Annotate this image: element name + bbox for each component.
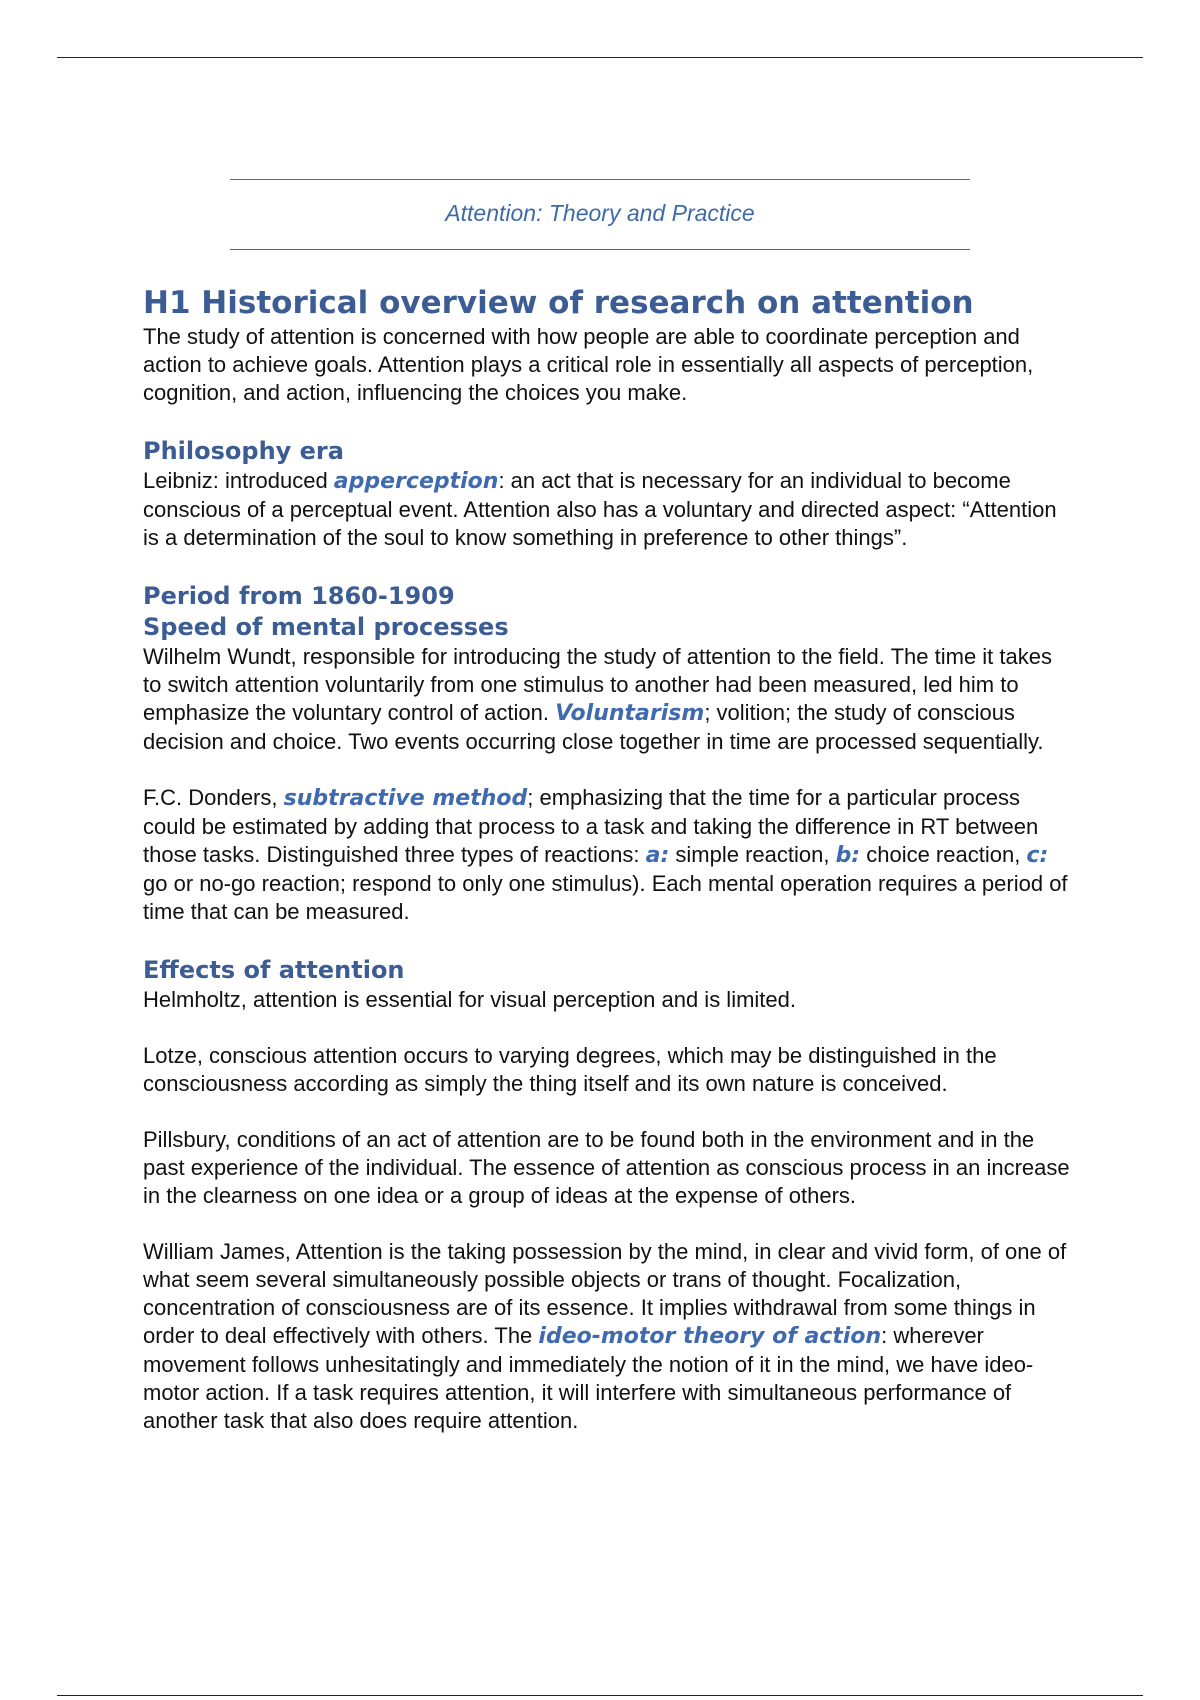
leibniz-text-after: : an act that is necessary for an individual to become conscious of a perceptual event. Attention also has a voluntary and directed aspect: “Attention is a determination of the soul to know something in preference to other things”.: [143, 468, 1057, 550]
label-a: a:: [645, 843, 670, 868]
section-heading-h1: H1 Historical overview of research on attention: [143, 285, 974, 321]
page-top-rule: [57, 57, 1143, 58]
label-b: b:: [835, 843, 861, 868]
document-header-title: Attention: Theory and Practice: [445, 200, 755, 226]
heading-effects-of-attention: Effects of attention: [143, 956, 405, 984]
heading-philosophy-era: Philosophy era: [143, 437, 344, 465]
intro-paragraph: The study of attention is concerned with how people are able to coordinate perception and action to achieve goals. Attention plays a critical role in essentially all aspects of perception, cognition, and action, influencing the choices you make.: [143, 324, 1034, 405]
leibniz-text-before: Leibniz: introduced: [143, 468, 334, 493]
header-rule-bottom: [230, 249, 970, 250]
term-apperception: apperception: [333, 469, 499, 494]
donders-paragraph: [143, 784, 1073, 926]
text-b: choice reaction,: [860, 842, 1027, 867]
wundt-paragraph: [143, 643, 1073, 756]
page-bottom-rule: [57, 1695, 1143, 1696]
heading-speed-of-mental-processes: Speed of mental processes: [143, 613, 509, 641]
term-ideo-motor-theory: ideo-motor theory of action: [538, 1324, 882, 1349]
pillsbury-paragraph: Pillsbury, conditions of an act of attention are to be found both in the environment and in the past experience of the individual. The essence of attention as conscious process in an increase in the clearness on one idea or a group of ideas at the expense of others.: [143, 1127, 1070, 1208]
helmholtz-paragraph: Helmholtz, attention is essential for visual perception and is limited.: [143, 987, 796, 1012]
text-a: simple reaction,: [669, 842, 836, 867]
header-rule-top: [230, 179, 970, 180]
donders-text-before: F.C. Donders,: [143, 785, 284, 810]
heading-period-1860-1909: Period from 1860-1909: [143, 582, 455, 610]
james-text-after: : wherever movement follows unhesitatingly and immediately the notion of it in the mind, we have ideo-motor action. If a task requires attention, it will interfere with simultaneous performance of another task that also does require attention.: [143, 1323, 1034, 1433]
term-voluntarism: Voluntarism: [555, 701, 705, 726]
james-paragraph: [143, 1238, 1073, 1435]
donders-text-mid: ; emphasizing that the time for a particular process could be estimated by adding that process to a task and taking the difference in RT between those tasks. Distinguished three types of reactions:: [143, 785, 1039, 867]
document-body: [143, 283, 1073, 1435]
wundt-text-after: ; volition; the study of conscious decision and choice. Two events occurring close together in time are processed sequentially.: [143, 700, 1044, 754]
label-c: c:: [1026, 843, 1049, 868]
term-subtractive-method: subtractive method: [283, 786, 528, 811]
james-text-before: William James, Attention is the taking possession by the mind, in clear and vivid form, of one of what seem several simultaneously possible objects or trans of thought. Focalization, concentration of consciousness are of its essence. It implies withdrawal from some things in order to deal effectively with others. The: [143, 1239, 1067, 1348]
wundt-text-before: Wilhelm Wundt, responsible for introducing the study of attention to the field. The time it takes to switch attention voluntarily from one stimulus to another had been measured, led him to emphasize the voluntary control of action.: [143, 644, 1052, 725]
leibniz-paragraph: [143, 467, 1073, 552]
lotze-paragraph: Lotze, conscious attention occurs to varying degrees, which may be distinguished in the consciousness according as simply the thing itself and its own nature is conceived.: [143, 1043, 997, 1096]
text-c: go or no-go reaction; respond to only one stimulus). Each mental operation requires a period of time that can be measured.: [143, 871, 1068, 924]
